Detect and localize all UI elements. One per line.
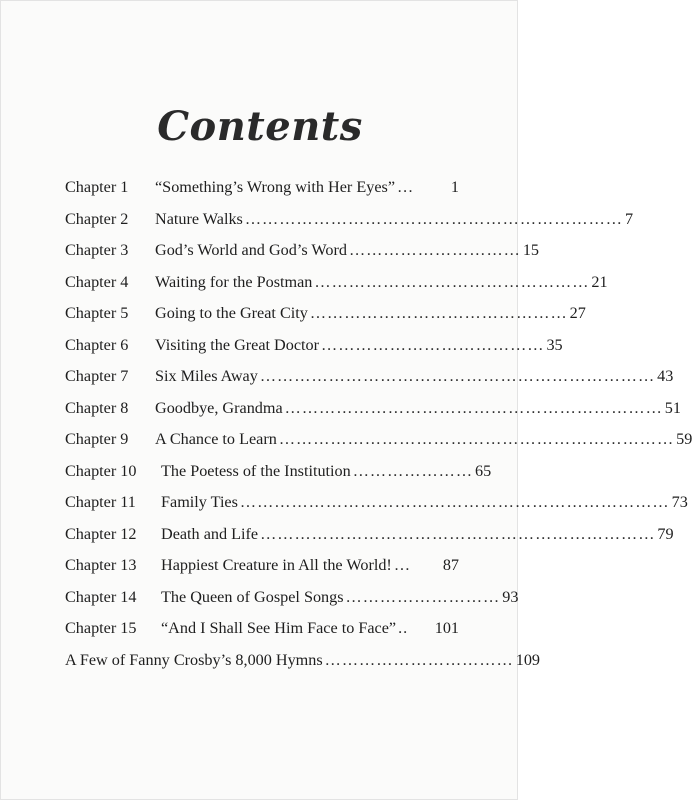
page-number: 101 bbox=[434, 619, 459, 637]
dot-leader: ………………………………………… bbox=[314, 272, 590, 291]
chapter-title: Goodbye, Grandma bbox=[155, 398, 283, 417]
chapter-title: “And I Shall See Him Face to Face” bbox=[161, 619, 397, 637]
chapter-label: Chapter 4 bbox=[65, 272, 129, 291]
chapter-title: God’s World and God’s Word bbox=[155, 241, 347, 259]
dot-leader: ………………………… bbox=[348, 241, 521, 259]
toc-entry bbox=[65, 241, 540, 273]
dot-leader: ……………………… bbox=[345, 587, 501, 606]
toc-entry bbox=[65, 272, 608, 305]
chapter-label: Chapter 10 bbox=[65, 461, 137, 480]
chapter-title: Visiting the Great Doctor bbox=[155, 335, 320, 354]
toc-entry bbox=[65, 524, 674, 557]
toc-entry bbox=[65, 209, 634, 242]
toc-entry bbox=[65, 335, 563, 368]
page-number: 27 bbox=[569, 304, 586, 322]
page-number: 15 bbox=[522, 241, 540, 259]
chapter-title: The Poetess of the Institution bbox=[161, 461, 351, 480]
toc-entry bbox=[65, 587, 519, 620]
chapter-label: Chapter 11 bbox=[65, 493, 136, 511]
chapter-title: Waiting for the Postman bbox=[155, 272, 313, 291]
page-number: 1 bbox=[450, 178, 459, 196]
chapter-label: Chapter 6 bbox=[65, 335, 129, 354]
chapter-title: Nature Walks bbox=[155, 209, 243, 228]
chapter-label: Chapter 12 bbox=[65, 524, 137, 543]
chapter-label: Chapter 2 bbox=[65, 209, 129, 228]
chapter-label: Chapter 15 bbox=[65, 619, 137, 637]
chapter-label: Chapter 7 bbox=[65, 367, 129, 385]
dot-leader: ………………………………………………………… bbox=[244, 209, 623, 228]
chapter-label: Chapter 3 bbox=[65, 241, 129, 259]
dot-leader: .. bbox=[398, 619, 409, 637]
toc-entry bbox=[65, 178, 459, 210]
dot-leader: ………………………………… bbox=[321, 335, 545, 354]
chapter-title: The Queen of Gospel Songs bbox=[161, 587, 344, 606]
chapter-label: Chapter 9 bbox=[65, 430, 129, 448]
toc-entry bbox=[65, 556, 459, 588]
page-number: 73 bbox=[671, 493, 688, 511]
dot-leader: ………………………………………………………… bbox=[284, 398, 663, 417]
toc-entry bbox=[65, 619, 459, 651]
dot-leader: … bbox=[397, 178, 415, 196]
page-title: Contents bbox=[157, 103, 363, 150]
page-number: 59 bbox=[676, 430, 692, 448]
page-number: 43 bbox=[657, 367, 674, 385]
toc-entry bbox=[65, 398, 681, 431]
chapter-title: “Something’s Wrong with Her Eyes” bbox=[155, 178, 396, 196]
chapter-label: Chapter 14 bbox=[65, 587, 137, 606]
toc-entry bbox=[65, 430, 692, 462]
toc-entry-hymns bbox=[65, 650, 541, 683]
chapter-label: Chapter 8 bbox=[65, 398, 129, 417]
page-number: 93 bbox=[502, 587, 519, 606]
dot-leader: ……………………………………… bbox=[309, 304, 568, 322]
page-number: 35 bbox=[546, 335, 563, 354]
toc-entry bbox=[65, 367, 674, 399]
page-number: 87 bbox=[442, 556, 459, 574]
dot-leader: ………………………………………………………………… bbox=[239, 493, 670, 511]
dot-leader: …………………………………………………………… bbox=[260, 524, 656, 543]
page-number: 21 bbox=[591, 272, 608, 291]
chapter-label: Chapter 1 bbox=[65, 178, 129, 196]
chapter-title: Six Miles Away bbox=[155, 367, 258, 385]
dot-leader: …………………………… bbox=[324, 650, 514, 669]
toc-entry bbox=[65, 461, 492, 494]
page-number: 7 bbox=[624, 209, 634, 228]
dot-leader: … bbox=[393, 556, 411, 574]
toc-entry bbox=[65, 304, 586, 336]
page-number: 51 bbox=[664, 398, 681, 417]
chapter-label: Chapter 13 bbox=[65, 556, 137, 574]
chapter-label: Chapter 5 bbox=[65, 304, 129, 322]
dot-leader: …………………………………………………………… bbox=[259, 367, 656, 385]
toc-entry bbox=[65, 493, 688, 525]
page-number: 109 bbox=[515, 650, 541, 669]
chapter-title: Happiest Creature in All the World! bbox=[161, 556, 392, 574]
table-of-contents bbox=[65, 178, 692, 682]
chapter-title: A Chance to Learn bbox=[155, 430, 277, 448]
chapter-title: Death and Life bbox=[161, 524, 259, 543]
page-number: 65 bbox=[475, 461, 492, 480]
page-number: 79 bbox=[657, 524, 674, 543]
chapter-title: Going to the Great City bbox=[155, 304, 308, 322]
dot-leader: …………………………………………………………… bbox=[278, 430, 675, 448]
dot-leader: ………………… bbox=[352, 461, 474, 480]
chapter-title: Family Ties bbox=[161, 493, 238, 511]
section-title: A Few of Fanny Crosby’s 8,000 Hymns bbox=[65, 650, 323, 669]
